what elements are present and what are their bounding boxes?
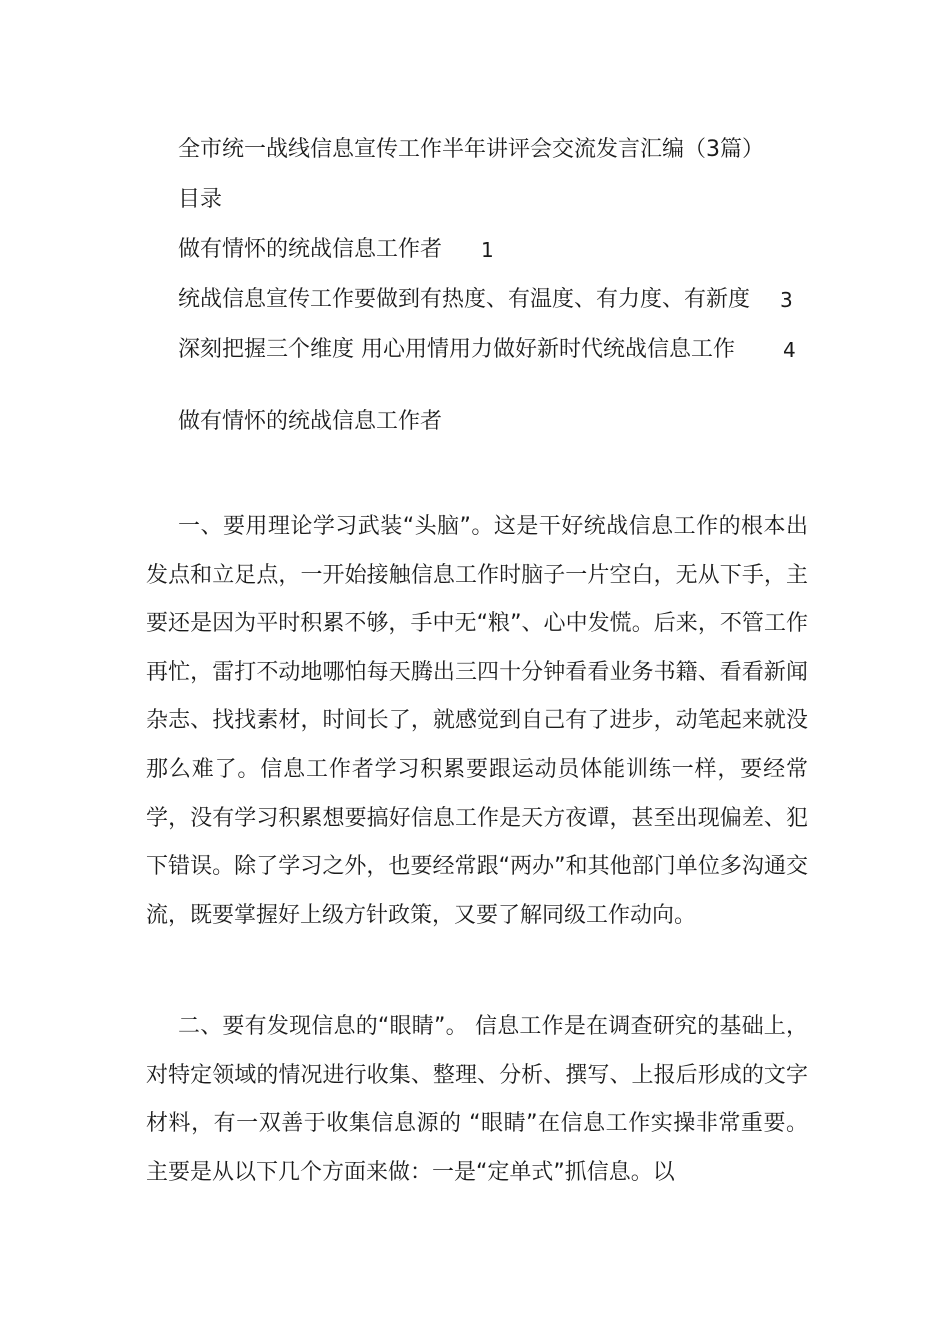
toc-entry-page-number: 3 <box>780 288 793 312</box>
toc-entry-page-number: 1 <box>481 238 494 262</box>
toc-heading: 目录 <box>178 187 223 212</box>
body-paragraph: 二、要有发现信息的“眼睛”。 信息工作是在调查研究的基础上，对特定领域的情况进行收集、整理、分析、撰写、上报后形成的文字材料，有一双善于收集信息源的 “眼睛”在信息工作实操非常重要。主要是从以下几个方面来做：一是“定单式”抓信息。以 <box>146 1014 808 1185</box>
section-title: 做有情怀的统战信息工作者 <box>178 409 443 434</box>
document-title: 全市统一战线信息宣传工作半年讲评会交流发言汇编（3篇） <box>178 137 764 162</box>
toc-entry-text: 深刻把握三个维度 用心用情用力做好新时代统战信息工作 <box>178 337 735 362</box>
toc-entry-page-number: 4 <box>783 338 796 362</box>
toc-entry-text: 做有情怀的统战信息工作者 <box>178 237 443 262</box>
toc-entry-text: 统战信息宣传工作要做到有热度、有温度、有力度、有新度 <box>178 287 751 312</box>
body-paragraph: 一、要用理论学习武装“头脑”。这是干好统战信息工作的根本出发点和立足点，一开始接触信息工作时脑子一片空白，无从下手，主要还是因为平时积累不够，手中无“粮”、心中发慌。后来，不管工作再忙，雷打不动地哪怕每天腾出三四十分钟看看业务书籍、看看新闻杂志、找找素材，时间长了，就感觉到自己有了进步，动笔起来就没那么难了。信息工作者学习积累要跟运动员体能训练一样，要经常学，没有学习积累想要搞好信息工作是天方夜谭，甚至出现偏差、犯下错误。除了学习之外，也要经常跟“两办”和其他部门单位多沟通交流，既要掌握好上级方针政策，又要了解同级工作动向。 <box>146 514 808 928</box>
